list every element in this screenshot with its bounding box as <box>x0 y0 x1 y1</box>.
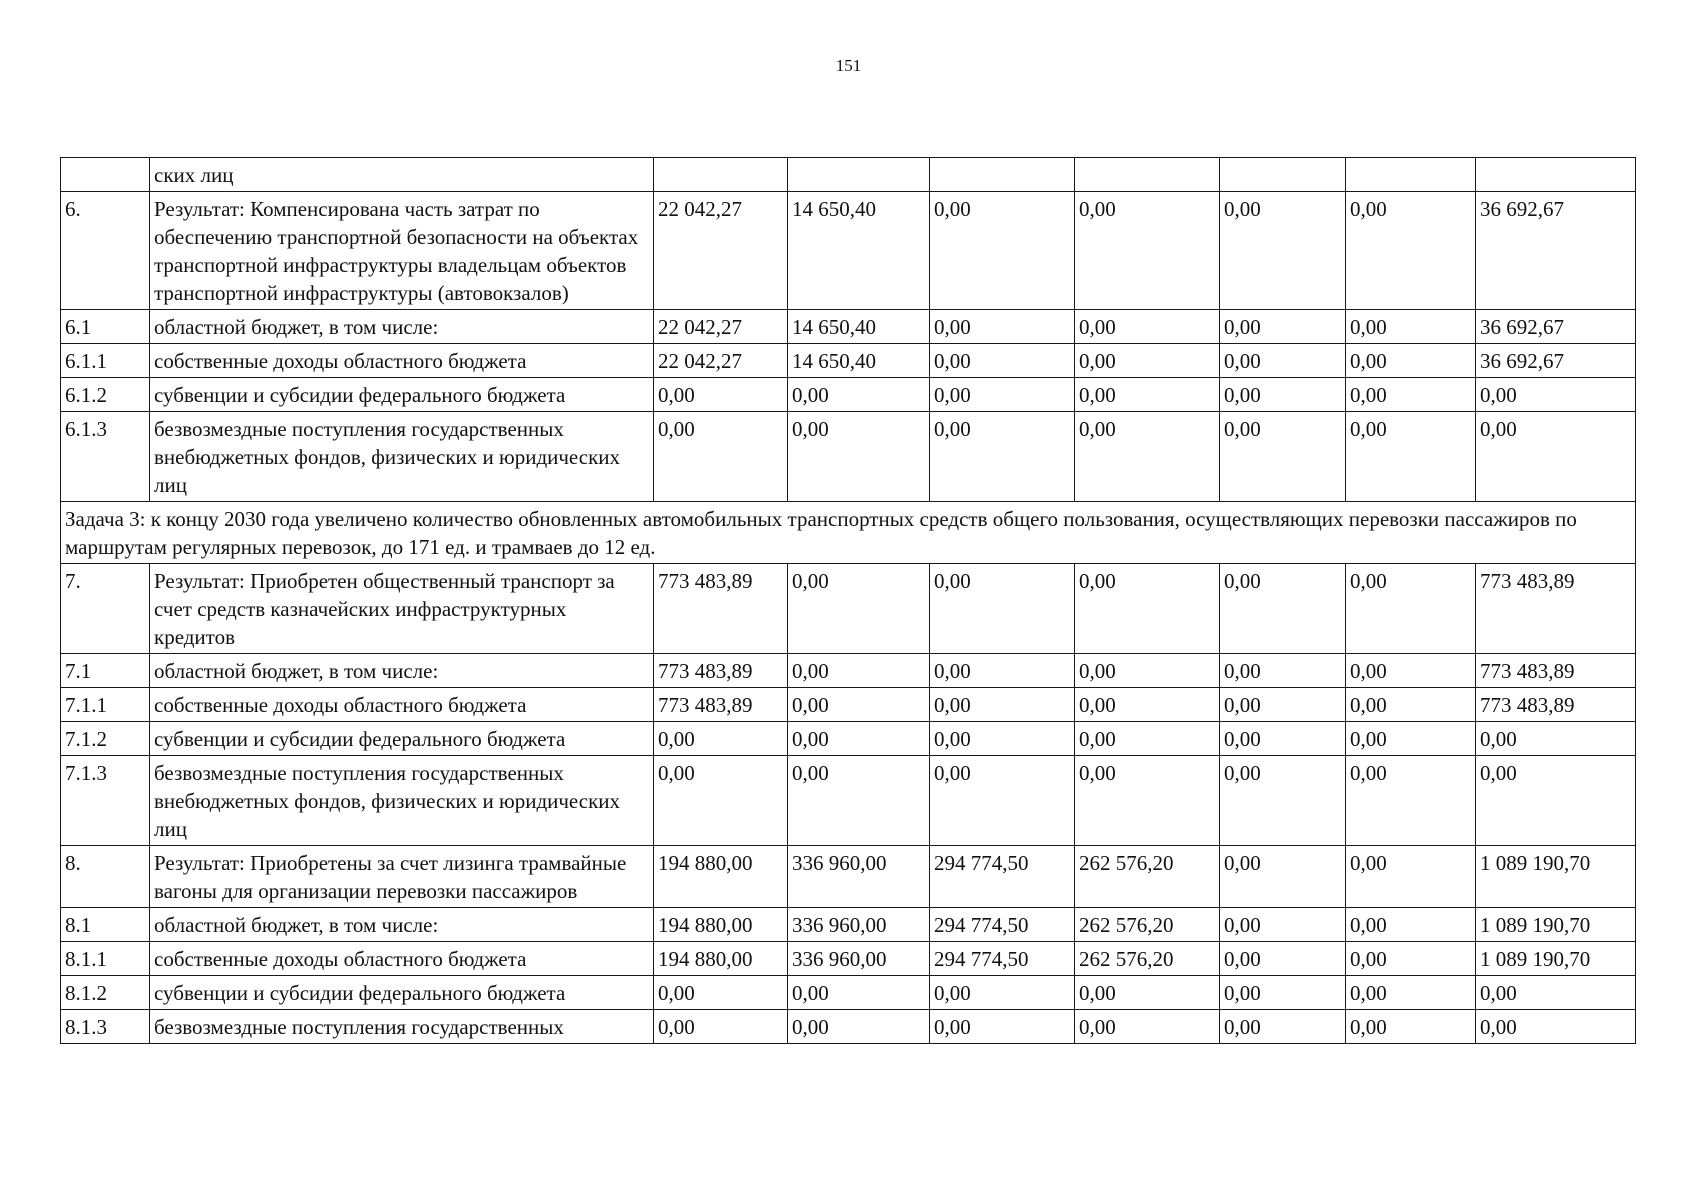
value-cell: 194 880,00 <box>654 942 788 976</box>
row-name: субвенции и субсидии федерального бюджета <box>150 722 654 756</box>
value-cell: 0,00 <box>654 378 788 412</box>
value-cell: 0,00 <box>1075 564 1220 654</box>
value-cell: 36 692,67 <box>1476 310 1636 344</box>
value-cell: 0,00 <box>788 688 930 722</box>
value-cell: 0,00 <box>1346 564 1476 654</box>
row-name: областной бюджет, в том числе: <box>150 908 654 942</box>
value-cell: 0,00 <box>1075 1010 1220 1044</box>
value-cell: 0,00 <box>1346 412 1476 502</box>
table-row <box>61 722 1636 756</box>
row-number: 7. <box>61 564 150 654</box>
table-row <box>61 756 1636 846</box>
value-cell: 262 576,20 <box>1075 846 1220 908</box>
value-cell: 22 042,27 <box>654 344 788 378</box>
row-number: 7.1.1 <box>61 688 150 722</box>
value-cell <box>654 158 788 192</box>
value-cell: 0,00 <box>930 1010 1075 1044</box>
value-cell: 0,00 <box>1346 654 1476 688</box>
value-cell: 0,00 <box>1220 942 1346 976</box>
value-cell: 294 774,50 <box>930 908 1075 942</box>
value-cell: 0,00 <box>1346 846 1476 908</box>
value-cell: 0,00 <box>1220 976 1346 1010</box>
value-cell: 0,00 <box>1075 344 1220 378</box>
task-description: Задача 3: к концу 2030 года увеличено количество обновленных автомобильных транспортных средств общего пользования, осуществляющих перевозки пассажиров по маршрутам регулярных перевозок, до 171 ед. и трамваев до 12 ед. <box>61 502 1636 564</box>
value-cell: 0,00 <box>1346 310 1476 344</box>
value-cell: 0,00 <box>930 654 1075 688</box>
value-cell: 0,00 <box>788 756 930 846</box>
value-cell: 773 483,89 <box>1476 688 1636 722</box>
value-cell: 0,00 <box>788 378 930 412</box>
row-number: 8.1.2 <box>61 976 150 1010</box>
value-cell: 14 650,40 <box>788 192 930 310</box>
value-cell: 0,00 <box>930 310 1075 344</box>
value-cell: 0,00 <box>1220 412 1346 502</box>
value-cell: 0,00 <box>1346 942 1476 976</box>
value-cell <box>788 158 930 192</box>
value-cell: 0,00 <box>930 378 1075 412</box>
row-number: 6.1.2 <box>61 378 150 412</box>
value-cell: 0,00 <box>1346 722 1476 756</box>
value-cell: 773 483,89 <box>1476 654 1636 688</box>
table-row <box>61 1010 1636 1044</box>
row-number: 8.1.3 <box>61 1010 150 1044</box>
value-cell: 194 880,00 <box>654 908 788 942</box>
value-cell: 0,00 <box>1220 756 1346 846</box>
value-cell: 1 089 190,70 <box>1476 846 1636 908</box>
value-cell: 0,00 <box>654 976 788 1010</box>
value-cell: 294 774,50 <box>930 942 1075 976</box>
table-row <box>61 908 1636 942</box>
value-cell: 0,00 <box>930 688 1075 722</box>
value-cell: 0,00 <box>788 412 930 502</box>
row-number: 7.1 <box>61 654 150 688</box>
value-cell: 262 576,20 <box>1075 908 1220 942</box>
value-cell: 22 042,27 <box>654 192 788 310</box>
value-cell: 0,00 <box>1346 344 1476 378</box>
value-cell: 0,00 <box>1220 846 1346 908</box>
value-cell: 773 483,89 <box>654 688 788 722</box>
row-number: 6.1 <box>61 310 150 344</box>
value-cell: 0,00 <box>654 1010 788 1044</box>
row-name: Результат: Приобретены за счет лизинга трамвайные вагоны для организации перевозки пассажиров <box>150 846 654 908</box>
value-cell: 294 774,50 <box>930 846 1075 908</box>
value-cell: 0,00 <box>1220 192 1346 310</box>
row-number: 6.1.3 <box>61 412 150 502</box>
table-row <box>61 654 1636 688</box>
value-cell: 0,00 <box>1220 1010 1346 1044</box>
row-name: Результат: Приобретен общественный транспорт за счет средств казначейских инфраструктурных кредитов <box>150 564 654 654</box>
value-cell: 0,00 <box>788 564 930 654</box>
value-cell: 0,00 <box>654 756 788 846</box>
value-cell: 0,00 <box>1476 756 1636 846</box>
value-cell: 0,00 <box>1220 908 1346 942</box>
table-row <box>61 942 1636 976</box>
value-cell: 0,00 <box>930 412 1075 502</box>
value-cell: 0,00 <box>1346 908 1476 942</box>
row-name: собственные доходы областного бюджета <box>150 344 654 378</box>
value-cell: 0,00 <box>1476 722 1636 756</box>
table-row <box>61 310 1636 344</box>
row-name: субвенции и субсидии федерального бюджета <box>150 976 654 1010</box>
table-row <box>61 192 1636 310</box>
row-name: собственные доходы областного бюджета <box>150 688 654 722</box>
budget-table <box>60 157 1636 1044</box>
value-cell <box>1346 158 1476 192</box>
value-cell: 336 960,00 <box>788 846 930 908</box>
value-cell: 0,00 <box>1476 412 1636 502</box>
value-cell: 0,00 <box>1075 722 1220 756</box>
value-cell: 0,00 <box>654 412 788 502</box>
value-cell: 0,00 <box>1476 378 1636 412</box>
value-cell: 14 650,40 <box>788 344 930 378</box>
value-cell <box>930 158 1075 192</box>
value-cell: 773 483,89 <box>654 654 788 688</box>
value-cell: 0,00 <box>930 976 1075 1010</box>
value-cell: 0,00 <box>788 1010 930 1044</box>
value-cell: 0,00 <box>930 344 1075 378</box>
row-number <box>61 158 150 192</box>
value-cell: 0,00 <box>1346 378 1476 412</box>
table-row <box>61 846 1636 908</box>
value-cell: 36 692,67 <box>1476 344 1636 378</box>
table-row <box>61 158 1636 192</box>
value-cell: 0,00 <box>1346 192 1476 310</box>
row-number: 6. <box>61 192 150 310</box>
value-cell: 262 576,20 <box>1075 942 1220 976</box>
value-cell: 0,00 <box>1220 344 1346 378</box>
value-cell: 0,00 <box>1346 756 1476 846</box>
value-cell: 0,00 <box>1075 310 1220 344</box>
row-name: безвозмездные поступления государственных внебюджетных фондов, физических и юридических лиц <box>150 756 654 846</box>
value-cell: 0,00 <box>930 756 1075 846</box>
table-row <box>61 976 1636 1010</box>
value-cell: 0,00 <box>1075 976 1220 1010</box>
value-cell: 36 692,67 <box>1476 192 1636 310</box>
value-cell: 0,00 <box>1075 756 1220 846</box>
value-cell: 0,00 <box>1075 192 1220 310</box>
value-cell: 0,00 <box>1075 688 1220 722</box>
value-cell: 0,00 <box>788 654 930 688</box>
value-cell: 0,00 <box>1346 976 1476 1010</box>
value-cell: 0,00 <box>1075 654 1220 688</box>
value-cell: 0,00 <box>1220 310 1346 344</box>
row-number: 8.1.1 <box>61 942 150 976</box>
row-number: 8.1 <box>61 908 150 942</box>
value-cell: 0,00 <box>930 722 1075 756</box>
value-cell: 773 483,89 <box>654 564 788 654</box>
row-name: собственные доходы областного бюджета <box>150 942 654 976</box>
value-cell <box>1220 158 1346 192</box>
row-name: областной бюджет, в том числе: <box>150 310 654 344</box>
value-cell: 0,00 <box>1220 564 1346 654</box>
value-cell: 336 960,00 <box>788 908 930 942</box>
row-number: 7.1.2 <box>61 722 150 756</box>
row-name: безвозмездные поступления государственных <box>150 1010 654 1044</box>
table-row <box>61 412 1636 502</box>
page-number: 151 <box>835 56 862 75</box>
table-row <box>61 564 1636 654</box>
row-number: 6.1.1 <box>61 344 150 378</box>
value-cell: 0,00 <box>788 722 930 756</box>
value-cell: 1 089 190,70 <box>1476 908 1636 942</box>
value-cell: 0,00 <box>930 192 1075 310</box>
value-cell: 773 483,89 <box>1476 564 1636 654</box>
value-cell: 0,00 <box>654 722 788 756</box>
value-cell: 0,00 <box>788 976 930 1010</box>
table-row <box>61 688 1636 722</box>
value-cell: 14 650,40 <box>788 310 930 344</box>
value-cell: 0,00 <box>1075 378 1220 412</box>
value-cell <box>1075 158 1220 192</box>
value-cell: 0,00 <box>930 564 1075 654</box>
row-name: областной бюджет, в том числе: <box>150 654 654 688</box>
row-name: ских лиц <box>150 158 654 192</box>
value-cell: 336 960,00 <box>788 942 930 976</box>
task-row <box>61 502 1636 564</box>
value-cell: 194 880,00 <box>654 846 788 908</box>
value-cell: 22 042,27 <box>654 310 788 344</box>
value-cell: 0,00 <box>1346 1010 1476 1044</box>
row-number: 7.1.3 <box>61 756 150 846</box>
row-number: 8. <box>61 846 150 908</box>
table-body <box>61 158 1636 1044</box>
value-cell: 1 089 190,70 <box>1476 942 1636 976</box>
value-cell <box>1476 158 1636 192</box>
value-cell: 0,00 <box>1075 412 1220 502</box>
table-row <box>61 378 1636 412</box>
value-cell: 0,00 <box>1220 654 1346 688</box>
row-name: безвозмездные поступления государственных внебюджетных фондов, физических и юридических лиц <box>150 412 654 502</box>
value-cell: 0,00 <box>1220 688 1346 722</box>
row-name: Результат: Компенсирована часть затрат по обеспечению транспортной безопасности на объектах транспортной инфраструктуры владельцам объектов транспортной инфраструктуры (автовокзалов) <box>150 192 654 310</box>
value-cell: 0,00 <box>1476 976 1636 1010</box>
table-row <box>61 344 1636 378</box>
row-name: субвенции и субсидии федерального бюджета <box>150 378 654 412</box>
value-cell: 0,00 <box>1476 1010 1636 1044</box>
value-cell: 0,00 <box>1346 688 1476 722</box>
value-cell: 0,00 <box>1220 378 1346 412</box>
value-cell: 0,00 <box>1220 722 1346 756</box>
